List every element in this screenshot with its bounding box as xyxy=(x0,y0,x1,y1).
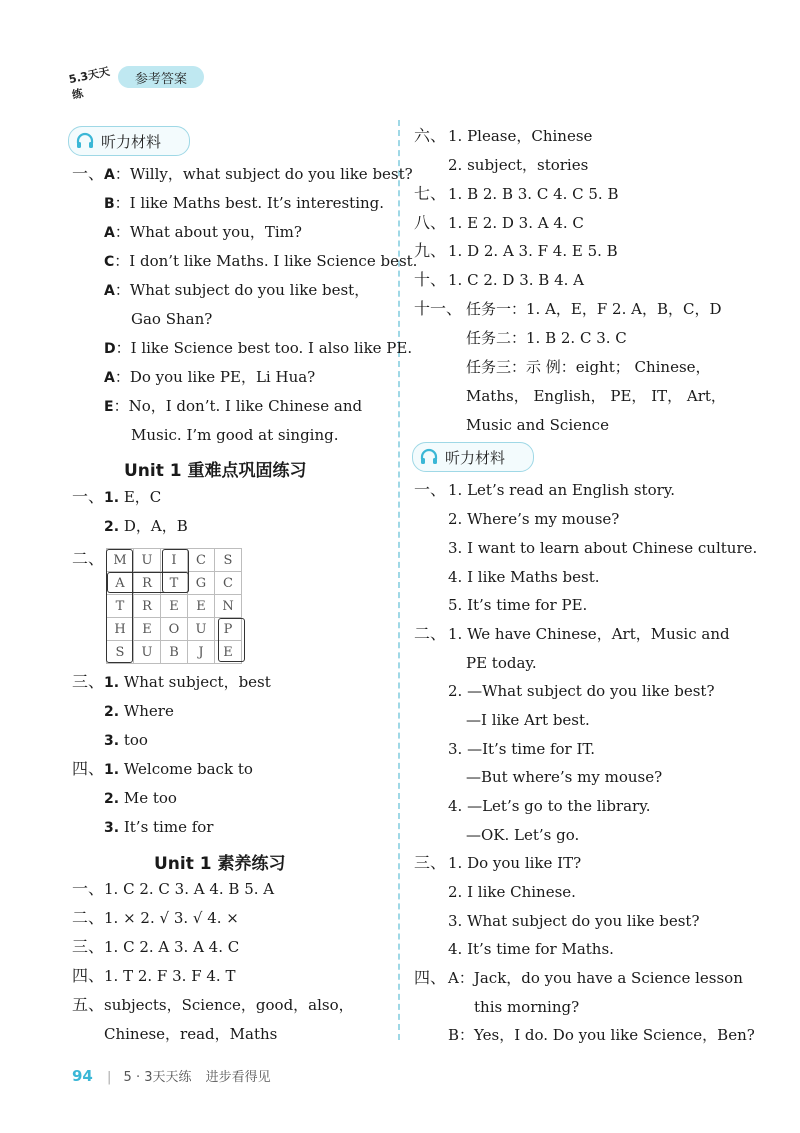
headphones-icon xyxy=(75,131,95,151)
listening-pill-left: 听力材料 xyxy=(68,126,190,156)
dialogue-line: D：I like Science best too. I also like PE. xyxy=(104,339,413,357)
script-line: —I like Art best. xyxy=(466,711,590,729)
item-marker: 一、 xyxy=(414,480,447,499)
answer-line: 1. E 2. D 3. A 4. C xyxy=(448,214,584,232)
logo-text: 5.3天天练 xyxy=(67,64,111,102)
script-line: —But where’s my mouse? xyxy=(466,768,663,786)
item-marker: 七、 xyxy=(414,184,447,203)
answer-line: 2. Me too xyxy=(104,789,177,807)
answer-line: subjects，Science，good，also， xyxy=(104,996,354,1014)
item-marker: 三、 xyxy=(72,937,105,956)
grid-cell: U xyxy=(188,618,215,641)
answer-line: 1. D 2. A 3. F 4. E 5. B xyxy=(448,242,618,260)
script-line: 2. —What subject do you like best? xyxy=(448,682,715,700)
script-line: this morning? xyxy=(474,998,580,1016)
grid-cell: A xyxy=(107,572,134,595)
answer-line: 1. Welcome back to xyxy=(104,760,253,778)
page-number: 94 xyxy=(72,1067,93,1085)
grid-cell: G xyxy=(188,572,215,595)
slogan: 进步看得见 xyxy=(205,1070,271,1085)
logo xyxy=(67,58,120,102)
dialogue-line: A：What about you，Tim? xyxy=(104,223,302,241)
script-line: 1. Do you like IT? xyxy=(448,854,582,872)
item-marker: 二、 xyxy=(414,624,447,643)
item-marker: 六、 xyxy=(414,126,447,145)
answer-badge: 参考答案 xyxy=(118,66,204,88)
script-line: 5. It’s time for PE. xyxy=(448,596,588,614)
answer-line: 1. Please，Chinese xyxy=(448,127,593,145)
answer-line: 2. Where xyxy=(104,702,174,720)
grid-cell: E xyxy=(161,595,188,618)
unit-title: Unit 1 重难点巩固练习 xyxy=(124,461,307,481)
answer-line: 任务一：1. A，E，F 2. A，B，C，D xyxy=(466,300,722,318)
grid-cell: B xyxy=(161,641,188,664)
script-line: 2. I like Chinese. xyxy=(448,883,576,901)
item-marker: 一、 xyxy=(72,487,105,506)
item-marker: 三、 xyxy=(72,672,105,691)
answer-line: Music and Science xyxy=(466,416,609,434)
answer-line: 任务二：1. B 2. C 3. C xyxy=(466,329,627,347)
dialogue-line: Gao Shan? xyxy=(131,310,213,328)
script-line: 4. —Let’s go to the library. xyxy=(448,797,651,815)
dialogue-line: E：No，I don’t. I like Chinese and xyxy=(104,397,363,415)
script-line: —OK. Let’s go. xyxy=(466,826,580,844)
dialogue-line: A：What subject do you like best， xyxy=(104,281,370,299)
script-line: 3. I want to learn about Chinese culture. xyxy=(448,539,758,557)
item-marker: 三、 xyxy=(414,853,447,872)
grid-cell: T xyxy=(161,572,188,595)
answer-line: 1. C 2. D 3. B 4. A xyxy=(448,271,584,289)
answer-line: 3. It’s time for xyxy=(104,818,214,836)
item-marker: 九、 xyxy=(414,241,447,260)
listening-pill-right: 听力材料 xyxy=(412,442,534,472)
grid-cell: C xyxy=(188,549,215,572)
script-line: B：Yes，I do. Do you like Science，Ben? xyxy=(448,1026,755,1044)
grid-cell: R xyxy=(134,572,161,595)
answer-line: 1. B 2. B 3. C 4. C 5. B xyxy=(448,185,619,203)
word-grid xyxy=(106,548,242,664)
item-marker: 二、 xyxy=(72,908,105,927)
grid-cell: H xyxy=(107,618,134,641)
answer-line: 2. subject，stories xyxy=(448,156,589,174)
script-line: A：Jack，do you have a Science lesson xyxy=(448,969,743,987)
item-marker: 四、 xyxy=(72,759,105,778)
answer-line: Maths， English， PE， IT， Art， xyxy=(466,387,726,405)
answer-line: 1. T 2. F 3. F 4. T xyxy=(104,967,236,985)
word-highlight-it xyxy=(162,549,189,593)
dialogue-line: Music. I’m good at singing. xyxy=(131,426,339,444)
grid-cell: R xyxy=(134,595,161,618)
grid-cell: E xyxy=(134,618,161,641)
dialogue-line: A：Do you like PE，Li Hua? xyxy=(104,368,316,386)
item-marker: 一、 xyxy=(72,879,105,898)
answer-line: 任务三：示 例：eight； Chinese， xyxy=(466,358,711,376)
grid-cell: S xyxy=(107,641,134,664)
item-marker: 十一、 xyxy=(414,299,463,318)
grid-cell: S xyxy=(215,549,242,572)
grid-cell: J xyxy=(188,641,215,664)
word-highlight-music xyxy=(106,549,133,663)
word-highlight-pe xyxy=(218,618,245,662)
grid-cell: E xyxy=(188,595,215,618)
script-line: 2. Where’s my mouse? xyxy=(448,510,620,528)
answer-line: Chinese，read，Maths xyxy=(104,1025,278,1043)
grid-cell: M xyxy=(107,549,134,572)
item-marker: 一、 xyxy=(72,164,105,183)
grid-cell: N xyxy=(215,595,242,618)
grid-cell: P xyxy=(215,618,242,641)
answer-line: 1. E，C xyxy=(104,488,162,506)
item-marker: 十、 xyxy=(414,270,447,289)
answer-line: 1. What subject，best xyxy=(104,673,271,691)
script-line: 1. Let’s read an English story. xyxy=(448,481,676,499)
item-marker: 五、 xyxy=(72,995,105,1014)
script-line: 4. It’s time for Maths. xyxy=(448,940,614,958)
script-line: 3. —It’s time for IT. xyxy=(448,740,595,758)
item-marker: 二、 xyxy=(72,549,105,568)
answer-line: 3. too xyxy=(104,731,148,749)
answer-line: 1. C 2. C 3. A 4. B 5. A xyxy=(104,880,275,898)
grid-cell: U xyxy=(134,641,161,664)
answer-line: 1. C 2. A 3. A 4. C xyxy=(104,938,240,956)
dialogue-line: C：I don’t like Maths. I like Science best. xyxy=(104,252,418,270)
dialogue-line: B：I like Maths best. It’s interesting. xyxy=(104,194,385,212)
series-name: 5 · 3天天练 xyxy=(123,1070,192,1085)
item-marker: 四、 xyxy=(72,966,105,985)
answer-line: 1. × 2. √ 3. √ 4. × xyxy=(104,909,239,927)
grid-cell: C xyxy=(215,572,242,595)
script-line: PE today. xyxy=(466,654,537,672)
footer-separator: | xyxy=(107,1070,112,1085)
practice-title: Unit 1 素养练习 xyxy=(154,854,286,874)
headphones-icon xyxy=(419,447,439,467)
grid-cell: E xyxy=(215,641,242,664)
script-line: 4. I like Maths best. xyxy=(448,568,600,586)
item-marker: 八、 xyxy=(414,213,447,232)
script-line: 1. We have Chinese，Art，Music and xyxy=(448,625,730,643)
answer-line: 2. D，A，B xyxy=(104,517,188,535)
item-marker: 四、 xyxy=(414,968,447,987)
grid-cell: T xyxy=(107,595,134,618)
script-line: 3. What subject do you like best? xyxy=(448,912,700,930)
grid-cell: O xyxy=(161,618,188,641)
dialogue-line: A：Willy，what subject do you like best? xyxy=(104,165,413,183)
page-footer xyxy=(72,1066,271,1085)
grid-cell: I xyxy=(161,549,188,572)
grid-cell: U xyxy=(134,549,161,572)
